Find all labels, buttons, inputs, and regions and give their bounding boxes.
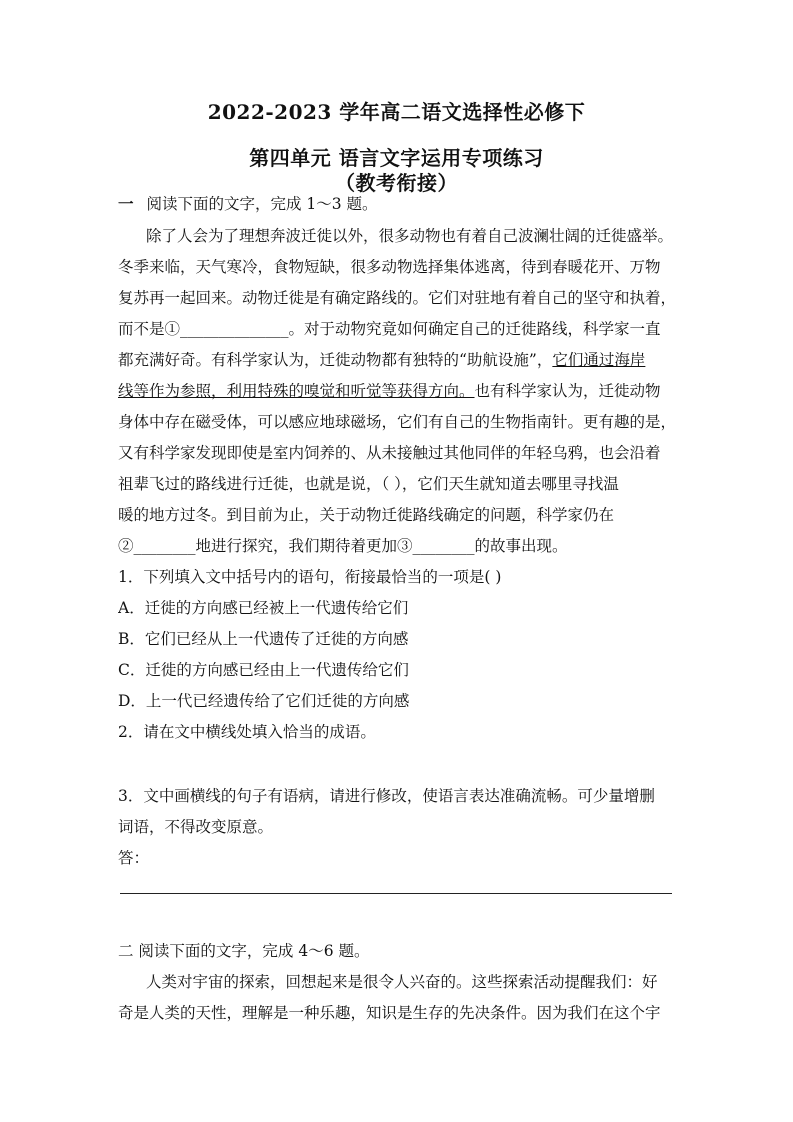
answer-label: 答： [118,849,150,867]
passage-line: 人类对宇宙的探索，回想起来是很令人兴奋的。这些探索活动提醒我们：好 [146,973,658,991]
section1-heading-line [118,194,688,214]
passage-text: 都充满好奇。有科学家认为，迁徙动物都有独特的“助航设施”， [118,351,553,369]
document-title: 2022-2023 学年高二语文选择性必修下 [207,100,586,124]
unit-title: 第四单元 语言文字运用专项练习 [249,146,544,170]
section-marker: 一 [118,194,134,213]
passage-text: 也有科学家认为，迁徙动物 [474,382,661,400]
passage-line: 冬季来临，天气寒冷，食物短缺，很多动物选择集体逃离，待到春暖花开、万物 [118,258,661,276]
option-b: B．它们已经从上一代遗传了迁徙的方向感 [118,630,409,648]
passage-line: 又有科学家发现即使是室内饲养的、从未接触过其他同伴的年轻乌鸦，也会沿着 [118,444,661,462]
passage-line: 除了人会为了理想奔波迁徙以外，很多动物也有着自己波澜壮阔的迁徙盛举。 [146,227,674,245]
passage-line: 复苏再一起回来。动物迁徙是有确定路线的。它们对驻地有着自己的坚守和执着， [118,289,677,307]
passage-line: 奇是人类的天性，理解是一种乐趣，知识是生存的先决条件。因为我们在这个宇 [118,1004,661,1022]
question-2: 2．请在文中横线处填入恰当的成语。 [118,723,376,741]
passage-line-with-underline [118,381,688,401]
passage-line: 而不是①______________。对于动物究竟如何确定自己的迁徙路线，科学家一直 [118,320,661,338]
section2-heading: 二 阅读下面的文字，完成 4～6 题。 [118,942,370,960]
section1-heading: 阅读下面的文字，完成 1～3 题。 [146,195,378,213]
passage-line-with-underline [118,350,688,370]
passage-line: ②________地进行探究，我们期待着更加③________的故事出现。 [118,537,568,555]
question-3-cont: 词语，不得改变原意。 [118,818,274,836]
underlined-sentence: 线等作为参照，利用特殊的嗅觉和听觉等获得方向。 [118,382,475,400]
passage-line: 身体中存在磁受体，可以感应地球磁场，它们有自己的生物指南针。更有趣的是， [118,413,677,431]
question-3: 3．文中画横线的句子有语病，请进行修改，使语言表达准确流畅。可少量增删 [118,787,655,805]
document-subtitle: （教考衔接） [335,171,458,195]
answer-line [120,893,672,894]
passage-line: 祖辈飞过的路线进行迁徙，也就是说，（ ），它们天生就知道去哪里寻找温 [118,475,619,493]
passage-line: 暖的地方过冬。到目前为止，关于动物迁徙路线确定的问题，科学家仍在 [118,506,615,524]
option-c: C．迁徙的方向感已经由上一代遗传给它们 [118,661,409,679]
underlined-sentence: 它们通过海岸 [552,351,646,369]
question-1: 1．下列填入文中括号内的语句，衔接最恰当的一项是( ) [118,568,502,586]
option-a: A．迁徙的方向感已经被上一代遗传给它们 [118,599,409,617]
option-d: D．上一代已经遗传给了它们迁徙的方向感 [118,692,410,710]
